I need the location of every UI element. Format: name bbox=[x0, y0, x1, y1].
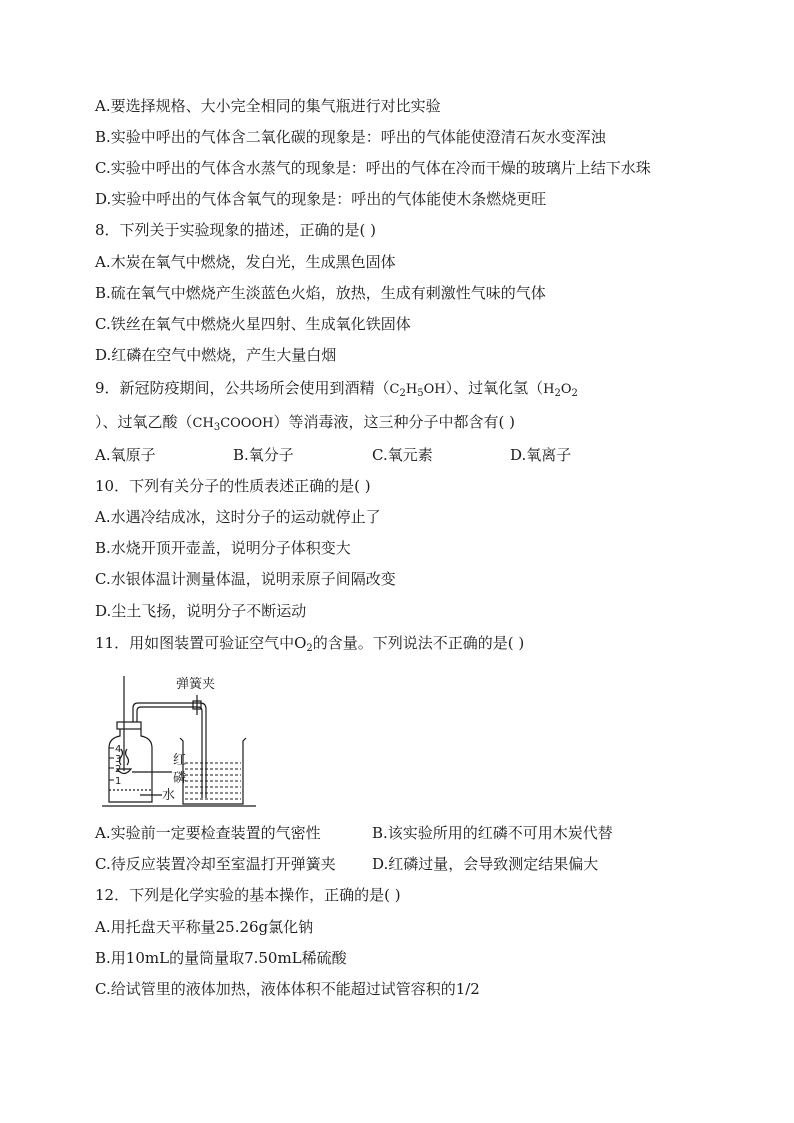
q10-option-d: D.尘土飞扬，说明分子不断运动 bbox=[95, 602, 307, 620]
q11-option-b: B.该实验所用的红磷不可用木炭代替 bbox=[372, 824, 613, 842]
q10-option-b: B.水烧开顶开壶盖，说明分子体积变大 bbox=[95, 539, 351, 557]
q11-option-d: D.红磷过量，会导致测定结果偏大 bbox=[372, 855, 599, 873]
q9-stem-part2: ）、过氧化氢（ bbox=[445, 379, 544, 397]
q12-stem: 12．下列是化学实验的基本操作，正确的是( ) bbox=[95, 886, 401, 904]
q9-option-d: D.氧离子 bbox=[510, 446, 572, 464]
q10-option-c: C.水银体温计测量体温，说明汞原子间隔改变 bbox=[95, 570, 396, 588]
q9-option-a: A.氧原子 bbox=[95, 446, 156, 464]
q8-option-c: C.铁丝在氧气中燃烧火星四射、生成氧化铁固体 bbox=[95, 315, 411, 333]
q8-stem: 8．下列关于实验现象的描述，正确的是( ) bbox=[95, 221, 377, 239]
q9-stem-part1: 9．新冠防疫期间，公共场所会使用到酒精（ bbox=[95, 379, 390, 397]
q9-stem-line1 bbox=[95, 378, 578, 400]
q8-option-a: A.木炭在氧气中燃烧，发白光，生成黑色固体 bbox=[95, 253, 396, 271]
q10-stem: 10．下列有关分子的性质表述正确的是( ) bbox=[95, 477, 371, 495]
q10-option-a: A.水遇冷结成冰，这时分子的运动就停止了 bbox=[95, 508, 381, 526]
q9-stem-part3: ）、过氧乙酸（ bbox=[95, 413, 193, 431]
phosphorus-label-2: 磷 bbox=[173, 771, 187, 786]
q12-option-b: B.用10mL的量筒量取7.50mL稀硫酸 bbox=[95, 949, 347, 967]
scale-label-4: 4 bbox=[115, 744, 122, 755]
formula-o2: $O_2$ bbox=[294, 634, 313, 654]
q9-option-c: C.氧元素 bbox=[372, 446, 433, 464]
q9-stem-part4: ）等消毒液，这三种分子中都含有( ) bbox=[273, 413, 515, 431]
scale-label-2: 2 bbox=[115, 764, 122, 775]
q7-option-c: C.实验中呼出的气体含水蒸气的现象是：呼出的气体在冷而干燥的玻璃片上结下水珠 bbox=[95, 159, 651, 177]
formula-ch3coooh: $CH_3COOOH$ bbox=[192, 416, 274, 433]
q9-option-b: B.氧分子 bbox=[233, 446, 294, 464]
q11-stem: 11．用如图装置可验证空气中$O_2$的含量。下列说法不正确的是( ) bbox=[95, 634, 525, 654]
phosphorus-label-1: 红 bbox=[173, 753, 187, 768]
q11-option-c: C.待反应装置冷却至室温打开弹簧夹 bbox=[95, 855, 336, 873]
scale-label-1: 1 bbox=[115, 776, 122, 787]
q11-option-a: A.实验前一定要检查装置的气密性 bbox=[95, 824, 321, 842]
formula-c2h5oh: $C_2H_5OH$ bbox=[389, 382, 446, 399]
oxygen-content-apparatus-diagram bbox=[100, 668, 260, 813]
scale-label-3: 3 bbox=[115, 754, 122, 765]
q8-option-b: B.硫在氧气中燃烧产生淡蓝色火焰，放热，生成有刺激性气味的气体 bbox=[95, 284, 546, 302]
water-label: 水 bbox=[162, 788, 176, 803]
q12-option-c: C.给试管里的液体加热，液体体积不能超过试管容积的1/2 bbox=[95, 980, 480, 998]
q9-stem-line2 bbox=[95, 412, 515, 434]
q12-option-a: A.用托盘天平称量25.26g氯化钠 bbox=[95, 918, 314, 936]
q7-option-d: D.实验中呼出的气体含氧气的现象是：呼出的气体能使木条燃烧更旺 bbox=[95, 190, 547, 208]
spring-clip-label: 弹簧夹 bbox=[176, 677, 216, 692]
q8-option-d: D.红磷在空气中燃烧，产生大量白烟 bbox=[95, 346, 337, 364]
q7-option-b: B.实验中呼出的气体含二氧化碳的现象是：呼出的气体能使澄清石灰水变浑浊 bbox=[95, 128, 606, 146]
q7-option-a: A.要选择规格、大小完全相同的集气瓶进行对比实验 bbox=[95, 97, 441, 115]
formula-h2o2: $H_2O_2$ bbox=[543, 382, 578, 399]
